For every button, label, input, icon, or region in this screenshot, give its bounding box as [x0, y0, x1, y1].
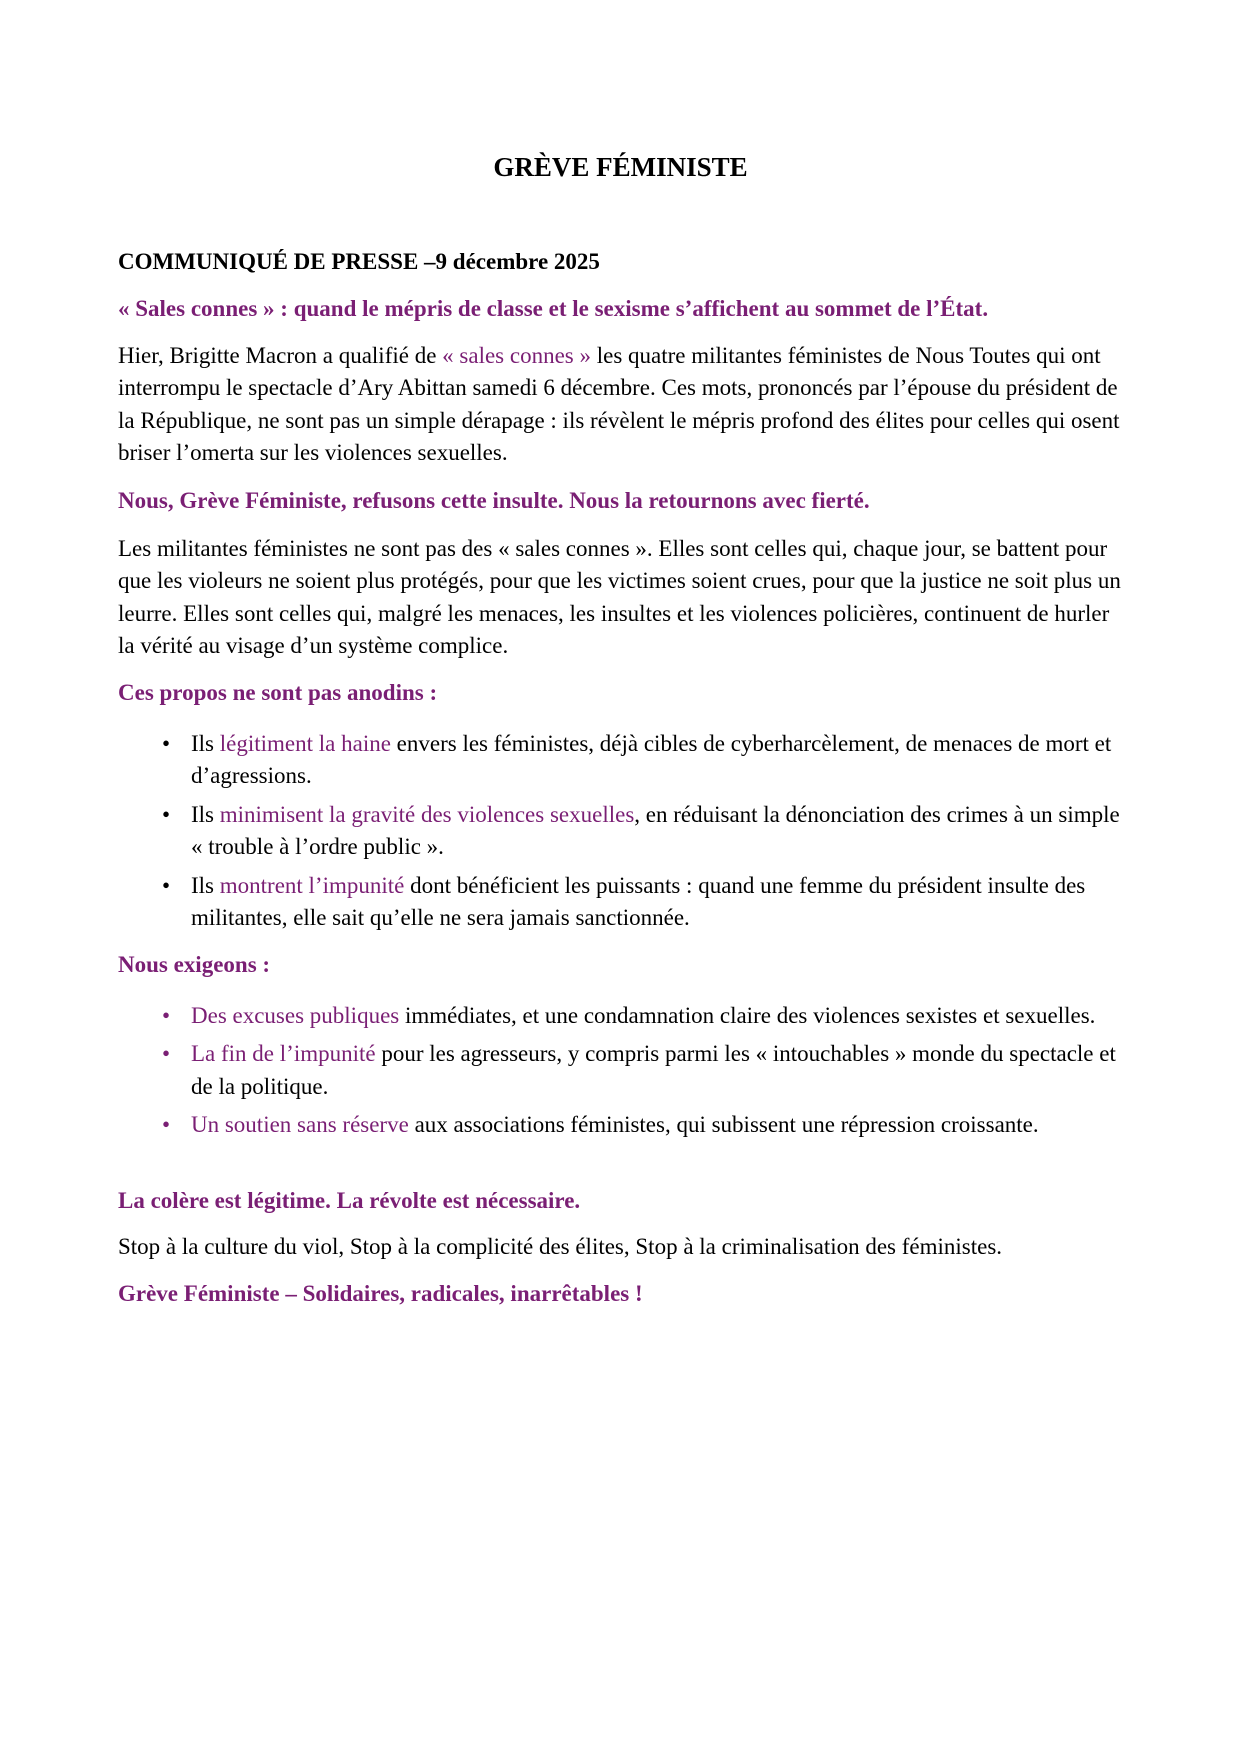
item-highlight: Des excuses publiques	[191, 1003, 400, 1028]
item-highlight: minimisent la gravité des violences sexuelles	[219, 801, 635, 827]
demands-heading: Nous exigeons :	[118, 952, 271, 977]
item-text: dont bénéficient les puissants : quand une femme du président insulte des militantes, elle sait qu’elle ne sera jamais sanctionnée.	[191, 872, 1086, 931]
item-text: aux associations féministes, qui subissent une répression croissante.	[408, 1112, 1039, 1138]
bullet-icon: •	[162, 1041, 171, 1067]
document-title: GRÈVE FÉMINISTE	[493, 152, 748, 182]
refusal-heading: Nous, Grève Féministe, refusons cette insulte. Nous la retournons avec fierté.	[118, 488, 870, 513]
intro-text-end: les quatre militantes féministes de Nous Toutes qui ont interrompu le spectacle d’Ary Abittan samedi 6 décembre. Ces mots, prononcés par l’épouse du président de la République, ne sont pas un simple dérapage : ils révèlent le mépris profond des élites pour celles qui osent briser l’omerta sur les violences sexuelles.	[118, 343, 1120, 466]
bullet-icon: •	[162, 731, 171, 756]
item-highlight: La fin de l’impunité	[191, 1041, 376, 1067]
item-highlight: montrent l’impunité	[219, 872, 405, 898]
item-text: envers les féministes, déjà cibles de cyberharcèlement, de menaces de mort et d’agressions.	[191, 731, 1112, 789]
item-prefix: Ils	[191, 872, 220, 898]
militants-paragraph: Les militantes féministes ne sont pas des « sales connes ». Elles sont celles qui, chaque jour, se battent pour que les violeurs ne soient plus protégés, pour que les victimes soient crues, pour que la justice ne soit plus un leurre. Elles sont celles qui, malgré les menaces, les insultes et les violences policières, continuent de hurler la vérité au visage d’un système complice.	[118, 536, 1121, 659]
bullet-icon: •	[162, 872, 171, 898]
list-item	[118, 799, 1128, 864]
intro-paragraph	[118, 340, 1128, 470]
anger-heading: La colère est légitime. La révolte est nécessaire.	[118, 1188, 581, 1213]
intro-text-start: Hier, Brigitte Macron a qualifié de	[118, 343, 443, 368]
list-item	[118, 1109, 1128, 1141]
bullet-icon: •	[162, 801, 171, 827]
consequences-list	[118, 728, 1128, 940]
headline: « Sales connes » : quand le mépris de classe et le sexisme s’affichent au sommet de l’État.	[118, 296, 989, 321]
item-text: pour les agresseurs, y compris parmi les « intouchables » monde du spectacle et de la politique.	[191, 1041, 1116, 1099]
list-item	[118, 1000, 1128, 1032]
item-highlight: légitiment la haine	[219, 731, 391, 756]
bullet-icon: •	[162, 1112, 171, 1138]
list-item	[118, 728, 1128, 793]
list-item	[118, 870, 1128, 935]
item-prefix: Ils	[191, 801, 220, 827]
item-prefix: Ils	[191, 731, 220, 756]
item-text: , en réduisant la dénonciation des crimes à un simple « trouble à l’ordre public ».	[191, 801, 1120, 860]
closing-slogan: Grève Féministe – Solidaires, radicales, inarrêtables !	[118, 1281, 643, 1306]
stop-paragraph: Stop à la culture du viol, Stop à la complicité des élites, Stop à la criminalisation des féministes.	[118, 1234, 1003, 1259]
demands-list	[118, 1000, 1128, 1148]
remarks-heading: Ces propos ne sont pas anodins :	[118, 680, 438, 705]
press-release-date-line: COMMUNIQUÉ DE PRESSE –9 décembre 2025	[118, 249, 600, 274]
bullet-icon: •	[162, 1003, 171, 1028]
list-item	[118, 1038, 1128, 1103]
item-text: immédiates, et une condamnation claire des violences sexistes et sexuelles.	[399, 1003, 1096, 1028]
item-highlight: Un soutien sans réserve	[191, 1112, 409, 1138]
quoted-insult-highlight: « sales connes »	[442, 343, 591, 368]
